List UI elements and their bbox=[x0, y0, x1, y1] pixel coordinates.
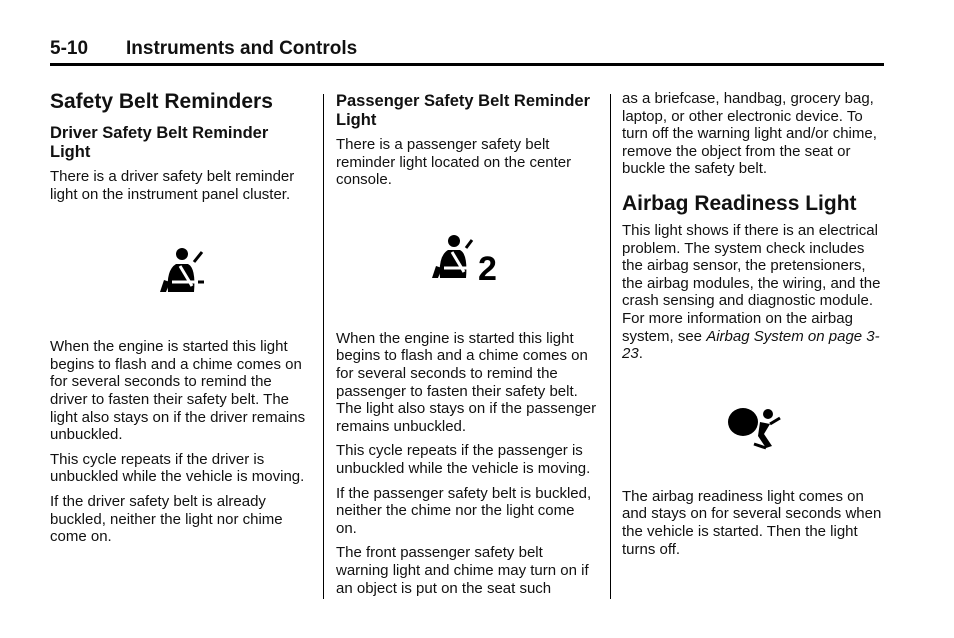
subsection-title: Passenger Safety Belt Reminder Light bbox=[336, 92, 591, 129]
paragraph: as a briefcase, handbag, grocery bag, laptop, or other electronic device. To turn off the warning light and/or chime, remove the object from the seat or buckle the safety belt. bbox=[622, 90, 877, 178]
section-title: Safety Belt Reminders bbox=[50, 90, 273, 113]
passenger-number: 2 bbox=[478, 249, 497, 286]
paragraph: If the passenger safety belt is buckled, neither the chime nor the light come on. bbox=[336, 484, 592, 537]
column-divider bbox=[323, 94, 324, 599]
chapter-title: Instruments and Controls bbox=[126, 38, 358, 59]
section-title: Airbag Readiness Light bbox=[622, 191, 857, 215]
paragraph bbox=[622, 222, 884, 363]
paragraph-text: This light shows if there is an electrical problem. The system check includes the airbag sensor, the pretensioners, the airbag modules, the wiring, and the crash sensing and diagnostic module. For more information on the airbag system, see bbox=[622, 221, 881, 345]
paragraph: The front passenger safety belt warning light and chime may turn on if an object is put on the seat such bbox=[336, 544, 589, 597]
paragraph: There is a passenger safety belt reminder light located on the center console. bbox=[336, 136, 572, 189]
driver-seatbelt-icon bbox=[50, 210, 312, 338]
paragraph-end: . bbox=[638, 345, 643, 363]
column-middle bbox=[336, 90, 598, 604]
column-left bbox=[50, 90, 312, 553]
passenger-seatbelt-icon bbox=[336, 196, 598, 330]
page-header bbox=[50, 38, 884, 64]
airbag-icon bbox=[622, 370, 884, 488]
paragraph: When the engine is started this light begins to flash and a chime comes on for several seconds to remind the driver to fasten their safety belt. The light also stays on if the driver remains unbuckled. bbox=[50, 338, 306, 444]
paragraph: This cycle repeats if the passenger is unbuckled while the vehicle is moving. bbox=[336, 442, 591, 477]
paragraph: This cycle repeats if the driver is unbuckled while the vehicle is moving. bbox=[50, 450, 305, 486]
page-number: 5-10 bbox=[50, 38, 89, 59]
header-rule bbox=[50, 63, 884, 66]
paragraph: The airbag readiness light comes on and stays on for several seconds when the vehicle is started. Then the light turns off. bbox=[622, 487, 882, 558]
paragraph: When the engine is started this light begins to flash and a chime comes on for several seconds to remind the passenger to fasten their safety belt. The light also stays on if the passenger remains unbuckled. bbox=[336, 329, 597, 435]
cross-reference-link[interactable]: Airbag System on page 3-23 bbox=[622, 327, 880, 363]
paragraph: If the driver safety belt is already buckled, neither the light nor chime come on. bbox=[50, 492, 283, 546]
column-right bbox=[622, 90, 884, 565]
column-divider bbox=[610, 94, 611, 599]
paragraph: There is a driver safety belt reminder light on the instrument panel cluster. bbox=[50, 168, 295, 203]
subsection-title: Driver Safety Belt Reminder Light bbox=[50, 124, 269, 161]
